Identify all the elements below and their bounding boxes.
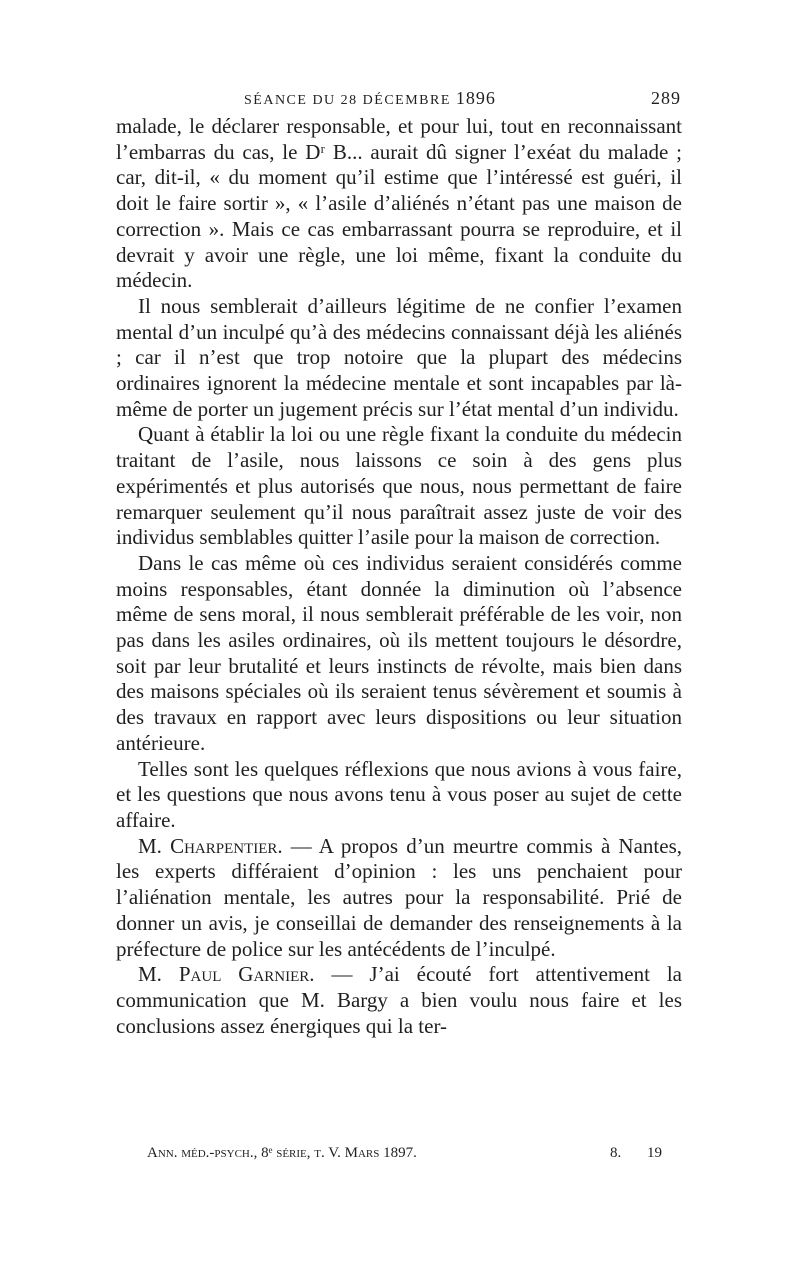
paragraph-continuation: malade, le déclarer responsable, et pour lui, tout en reconnaissant l’embarras du cas, le Dʳ B... aurait dû signer l’exéat du malade ; car, dit-il, « du moment qu’il estime que l’intéressé est guéri, il doit le faire sortir », « l’asile d’aliénés n’étant pas une maison de correction ». Mais ce cas embarrassant pourra se reproduire, et il devrait y avoir une règle, une loi même, fixant la conduite du médecin. [116, 114, 682, 293]
running-title-year: 1896 [455, 88, 496, 108]
speaker-name: M. Charpentier. [138, 833, 283, 858]
speech-garnier [116, 962, 682, 1039]
journal-citation: Ann. méd.-psych., 8ᵉ série, t. V. Mars 1897. [147, 1145, 417, 1161]
page-number: 289 [651, 88, 681, 108]
paragraph-examen-mental: Il nous semblerait d’ailleurs légitime de ne confier l’examen mental d’un inculpé qu’à des médecins connaissant déjà les aliénés ; car il n’est que trop notoire que la plupart des médecins ordinaires ignorent la médecine mentale et sont incapables par là-même de porter un jugement précis sur l’état mental d’un individu. [116, 293, 682, 421]
paragraph-reflexions: Telles sont les quelques réflexions que nous avions à vous faire, et les questions que nous avons tenu à vous poser au sujet de cette affaire. [116, 756, 682, 832]
running-header [118, 88, 683, 112]
signature-mark [610, 1145, 662, 1162]
signature-sheet-number: 19 [647, 1145, 662, 1161]
speech-text: — J’ai écouté fort attentivement la communication que M. Bargy a bien voulu nous faire et les conclusions assez énergiques qui la ter- [116, 962, 682, 1038]
signature-mark-number: 8. [610, 1145, 622, 1161]
paragraph-loi-regle: Quant à établir la loi ou une règle fixant la conduite du médecin traitant de l’asile, nous laissons ce soin à des gens plus expérimentés et plus autorisés que nous, nous permettant de faire remarquer seulement qu’il nous paraîtrait assez juste de voir des individus semblables quitter l’asile pour la maison de correction. [116, 422, 682, 550]
speech-text: — A propos d’un meurtre commis à Nantes, les experts différaient d’opinion : les uns penchaient pour l’aliénation mentale, les autres pour la responsabilité. Prié de donner un avis, je conseillai de demander des renseignements à la préfecture de police sur les antécédents de l’inculpé. [116, 833, 682, 961]
running-title-text: SÉANCE DU 28 DÉCEMBRE [244, 93, 451, 108]
paragraph-maisons-speciales: Dans le cas même où ces individus seraient considérés comme moins responsables, étant donnée la diminution où l’absence même de sens moral, il nous semblerait préférable de les voir, non pas dans les asiles ordinaires, où ils mettent toujours le désordre, soit par leur brutalité et leurs instincts de révolte, mais bien dans des maisons spéciales où ils seraient tenus sévèrement et soumis à des travaux en rapport avec leurs dispositions ou leur situation antérieure. [116, 550, 682, 755]
speaker-name: M. Paul Garnier. [138, 962, 315, 987]
page-footer [147, 1145, 662, 1167]
running-title [244, 88, 496, 109]
page-body [116, 114, 682, 1039]
speech-charpentier [116, 834, 682, 963]
